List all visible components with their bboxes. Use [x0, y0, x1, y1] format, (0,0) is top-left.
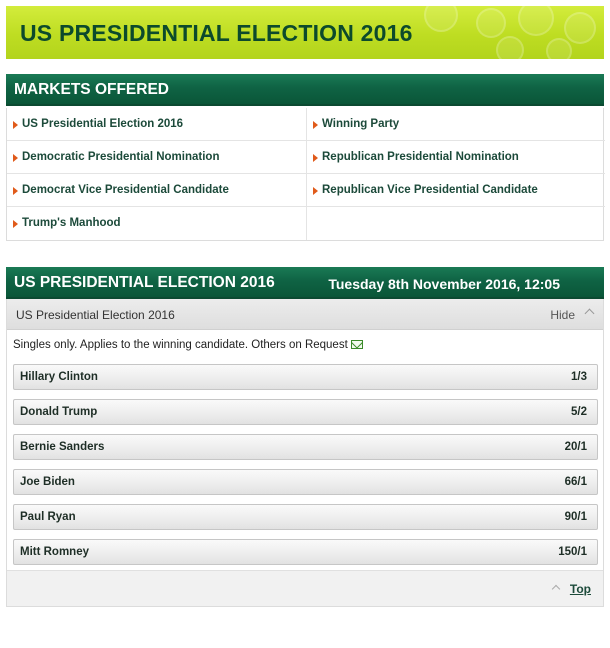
- arrow-right-icon: [313, 187, 318, 195]
- page-banner: [6, 6, 604, 59]
- selection-row[interactable]: [13, 504, 598, 530]
- selection-row[interactable]: [13, 469, 598, 495]
- selection-row[interactable]: [13, 364, 598, 390]
- arrow-right-icon: [13, 121, 18, 129]
- selection-odds[interactable]: 1/3: [571, 371, 587, 383]
- hide-button[interactable]: Hide: [550, 308, 575, 322]
- market-link-democrat-vp[interactable]: Democrat Vice Presidential Candidate: [7, 174, 306, 207]
- arrow-right-icon: [13, 220, 18, 228]
- arrow-right-icon: [13, 154, 18, 162]
- tennis-ball-decoration-icon: [564, 12, 596, 44]
- email-icon[interactable]: [351, 340, 363, 349]
- market-subheader: [7, 299, 603, 330]
- selection-odds[interactable]: 90/1: [564, 511, 587, 523]
- selection-row[interactable]: [13, 539, 598, 565]
- arrow-right-icon: [13, 187, 18, 195]
- arrow-right-icon: [313, 121, 318, 129]
- markets-offered-header: [6, 74, 604, 106]
- selection-name: Joe Biden: [20, 476, 75, 488]
- tennis-ball-decoration-icon: [476, 8, 506, 38]
- market-row: [7, 207, 605, 240]
- selection-odds[interactable]: 150/1: [558, 546, 587, 558]
- market-row: [7, 141, 605, 174]
- chevron-up-icon[interactable]: [585, 309, 595, 319]
- market-note: [13, 339, 363, 351]
- markets-offered-title: MARKETS OFFERED: [14, 81, 169, 98]
- markets-grid: [6, 108, 604, 241]
- page-title: US PRESIDENTIAL ELECTION 2016: [20, 20, 413, 46]
- event-header: [6, 267, 604, 299]
- market-row: [7, 108, 605, 141]
- selection-odds[interactable]: 20/1: [564, 441, 587, 453]
- back-to-top-link[interactable]: Top: [569, 582, 591, 596]
- market-link-democratic-nomination[interactable]: Democratic Presidential Nomination: [7, 141, 306, 174]
- event-date: Tuesday 8th November 2016, 12:05: [328, 276, 560, 292]
- market-title: US Presidential Election 2016: [16, 308, 175, 322]
- selection-row[interactable]: [13, 434, 598, 460]
- tennis-ball-decoration-icon: [546, 38, 572, 59]
- selection-name: Hillary Clinton: [20, 371, 98, 383]
- market-row: [7, 174, 605, 207]
- selection-odds[interactable]: 66/1: [564, 476, 587, 488]
- arrow-right-icon: [313, 154, 318, 162]
- selection-name: Mitt Romney: [20, 546, 89, 558]
- market-link-republican-vp[interactable]: Republican Vice Presidential Candidate: [306, 174, 605, 207]
- market-note-text: Singles only. Applies to the winning candidate. Others on Request: [13, 339, 348, 351]
- market-link-trumps-manhood[interactable]: Trump's Manhood: [7, 207, 306, 240]
- event-title: US PRESIDENTIAL ELECTION 2016: [14, 274, 275, 291]
- tennis-ball-decoration-icon: [424, 6, 458, 32]
- tennis-ball-decoration-icon: [518, 6, 554, 36]
- market-link-winning-party[interactable]: Winning Party: [306, 108, 605, 141]
- market-link-republican-nomination[interactable]: Republican Presidential Nomination: [306, 141, 605, 174]
- market-cell-empty: [306, 207, 605, 240]
- chevron-up-icon[interactable]: [552, 585, 560, 593]
- event-panel: [6, 299, 604, 607]
- selection-name: Bernie Sanders: [20, 441, 105, 453]
- market-link-us-presidential-election[interactable]: US Presidential Election 2016: [7, 108, 306, 141]
- panel-footer: [7, 570, 603, 606]
- selection-name: Paul Ryan: [20, 511, 76, 523]
- selection-odds[interactable]: 5/2: [571, 406, 587, 418]
- selection-row[interactable]: [13, 399, 598, 425]
- tennis-ball-decoration-icon: [496, 36, 524, 59]
- selection-name: Donald Trump: [20, 406, 98, 418]
